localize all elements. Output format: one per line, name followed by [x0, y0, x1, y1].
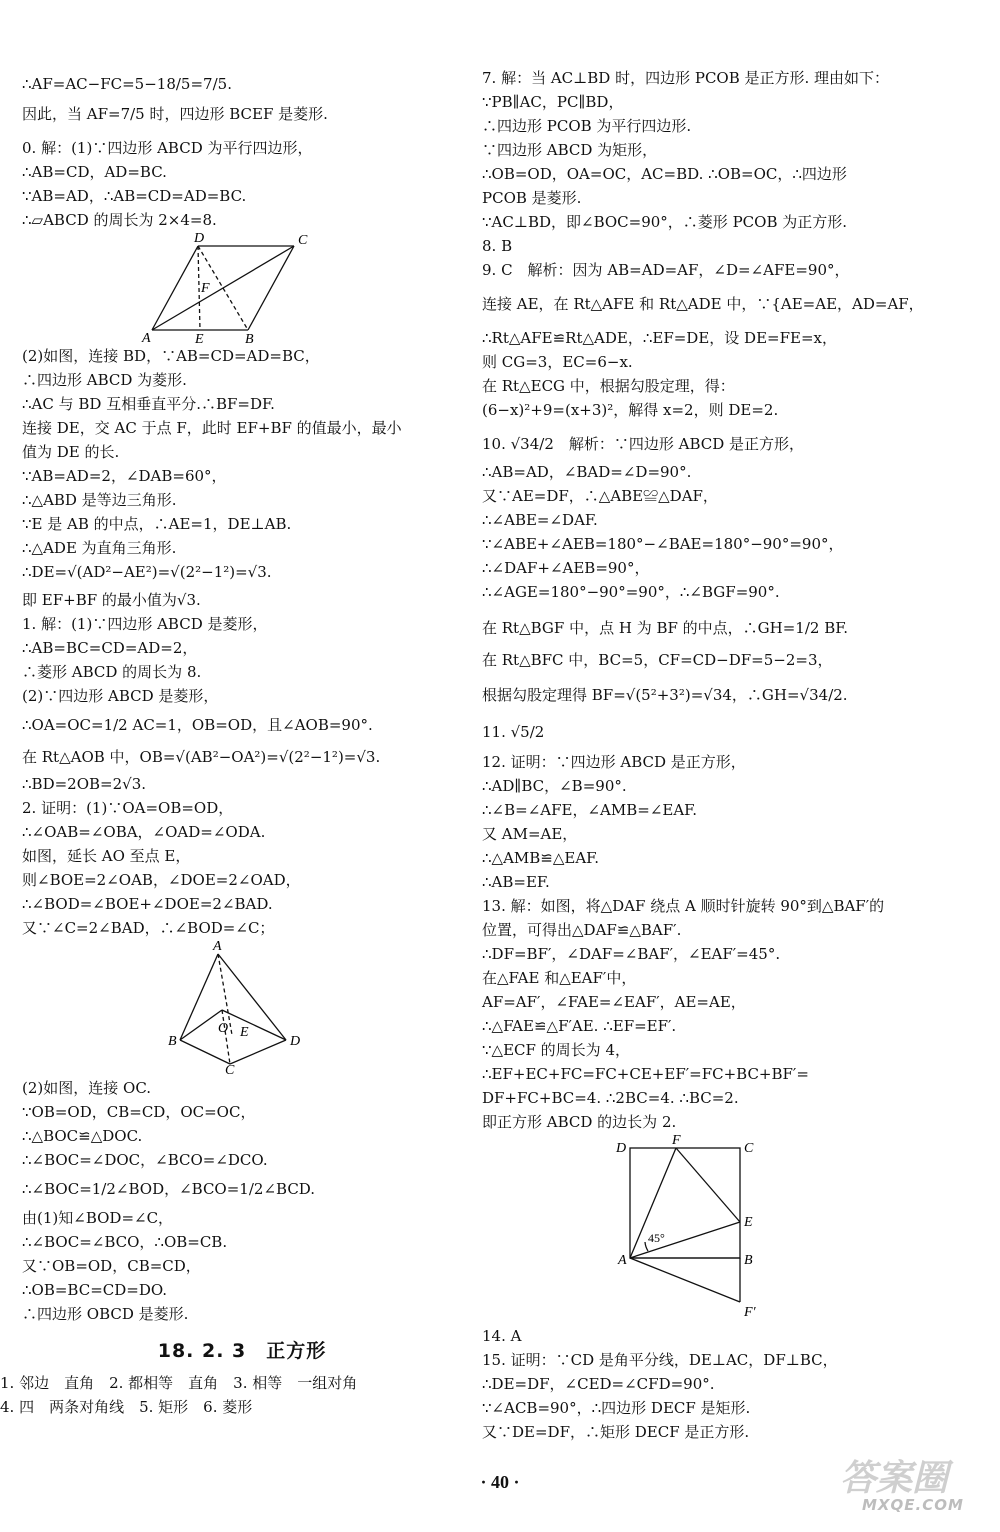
text-line: ∴EF+EC+FC=FC+CE+EF′=FC+BC+BF′=: [482, 1065, 809, 1083]
text-line: ∴四边形 PCOB 为平行四边形.: [482, 117, 692, 135]
fig3-label: F: [672, 1134, 681, 1148]
text-line: 在 Rt△ECG 中，根据勾股定理，得：: [482, 377, 735, 395]
fig2-label: C: [225, 1063, 235, 1076]
fig3-label: C: [744, 1141, 754, 1156]
text-line: 1. 解：(1)∵四边形 ABCD 是菱形，: [22, 615, 268, 633]
text-line: 12. 证明：∵四边形 ABCD 是正方形，: [482, 753, 746, 771]
text-line: ∴DE=√(AD²−AE²)=√(2²−1²)=√3.: [22, 563, 272, 581]
text-line: 14. A: [482, 1327, 522, 1345]
fig1-label: D: [194, 232, 205, 246]
fig1-label: F: [201, 281, 210, 296]
text-line: ∵△ECF 的周长为 4，: [482, 1041, 630, 1059]
text-line: ∵AB=AD，∴AB=CD=AD=BC.: [22, 187, 247, 205]
text-line: ∵AB=AD=2，∠DAB=60°，: [22, 467, 227, 485]
text-line: ∴∠BOC=∠DOC，∠BCO=∠DCO.: [22, 1151, 268, 1169]
text-line: ∴AC 与 BD 互相垂直平分.∴BF=DF.: [22, 395, 275, 413]
fig2-label: E: [240, 1025, 249, 1040]
text-line: ∴∠BOD=∠BOE+∠DOE=2∠BAD.: [22, 895, 273, 913]
text-line: ∴菱形 ABCD 的周长为 8.: [22, 663, 202, 681]
text-line: 即正方形 ABCD 的边长为 2.: [482, 1113, 677, 1131]
text-line: 位置，可得出△DAF≌△BAF′.: [482, 921, 682, 939]
text-line: ∴BD=2OB=2√3.: [22, 775, 147, 793]
text-line: ∴Rt△AFE≌Rt△ADE，∴EF=DE，设 DE=FE=x，: [482, 329, 837, 347]
text-line: 如图，延长 AO 至点 E，: [22, 847, 191, 865]
text-line: ∵AC⊥BD，即∠BOC=90°，∴菱形 PCOB 为正方形.: [482, 213, 848, 231]
text-line: 又∵DE=DF，∴矩形 DECF 是正方形.: [482, 1423, 750, 1441]
text-line: ∴∠ABE=∠DAF.: [482, 511, 598, 529]
fig2-label: D: [290, 1034, 301, 1049]
fig3-label: F′: [744, 1305, 756, 1320]
fig3-label: E: [744, 1215, 753, 1230]
fig1-label: B: [245, 332, 254, 344]
text-line: (2)∵四边形 ABCD 是菱形，: [22, 687, 219, 705]
text-line: 在 Rt△BFC 中，BC=5，CF=CD−DF=5−2=3，: [482, 651, 833, 669]
watermark-url: MXQE.COM: [862, 1496, 964, 1514]
text-line: 10. √34/2 解析：∵四边形 ABCD 是正方形，: [482, 435, 805, 453]
answer-line: 1. 邻边 直角 2. 都相等 直角 3. 相等 一组对角: [0, 1374, 358, 1392]
text-line: ∴AF=AC−FC=5−18/5=7/5.: [22, 75, 232, 93]
text-line: ∴AB=CD，AD=BC.: [22, 163, 167, 181]
text-line: 13. 解：如图，将△DAF 绕点 A 顺时针旋转 90°到△BAF′的: [482, 897, 885, 915]
page-number: · 40 ·: [480, 1472, 520, 1492]
text-line: 8. B: [482, 237, 513, 255]
answer-line: 4. 四 两条对角线 5. 矩形 6. 菱形: [0, 1398, 253, 1416]
text-line: 则 CG=3，EC=6−x.: [482, 353, 633, 371]
fig2-label: A: [213, 940, 222, 954]
text-line: 又∵∠C=2∠BAD，∴∠BOD=∠C；: [22, 919, 275, 937]
text-line: ∴△ABD 是等边三角形.: [22, 491, 177, 509]
text-line: ∴AD∥BC，∠B=90°.: [482, 777, 627, 795]
text-line: 9. C 解析：因为 AB=AD=AF，∠D=∠AFE=90°，: [482, 261, 850, 279]
text-line: ∵∠ABE+∠AEB=180°−∠BAE=180°−90°=90°，: [482, 535, 844, 553]
section-title: 18. 2. 3 正方形: [157, 1340, 327, 1362]
text-line: ∴△BOC≌△DOC.: [22, 1127, 143, 1145]
text-line: ∴DE=DF，∠CED=∠CFD=90°.: [482, 1375, 715, 1393]
text-line: 在 Rt△BGF 中，点 H 为 BF 的中点，∴GH=1/2 BF.: [482, 619, 849, 637]
text-line: ∴AB=AD，∠BAD=∠D=90°.: [482, 463, 692, 481]
text-line: 2. 证明：(1)∵OA=OB=OD，: [22, 799, 234, 817]
text-line: ∴▱ABCD 的周长为 2×4=8.: [22, 211, 217, 229]
figure-kite: [22, 940, 462, 1076]
text-line: ∴∠BOC=1/2∠BOD，∠BCO=1/2∠BCD.: [22, 1180, 316, 1198]
text-line: 连接 AE，在 Rt△AFE 和 Rt△ADE 中，∵{AE=AE，AD=AF，: [482, 295, 924, 313]
watermark-text: 答案圈: [840, 1458, 949, 1499]
fig1-label: E: [195, 332, 204, 344]
fig1-label: A: [142, 331, 151, 344]
text-line: 在 Rt△AOB 中，OB=√(AB²−OA²)=√(2²−1²)=√3.: [22, 748, 381, 766]
left-column: [0, 66, 462, 1419]
fig3-label: B: [744, 1253, 753, 1268]
fig3-label: A: [618, 1253, 627, 1268]
text-line: 则∠BOE=2∠OAB，∠DOE=2∠OAD，: [22, 871, 301, 889]
text-line: 值为 DE 的长.: [22, 443, 120, 461]
text-line: 7. 解：当 AC⊥BD 时，四边形 PCOB 是正方形. 理由如下：: [482, 69, 890, 87]
text-line: ∵四边形 ABCD 为矩形，: [482, 141, 658, 159]
fig3-label: D: [616, 1141, 627, 1156]
text-line: ∴四边形 ABCD 为菱形.: [22, 371, 187, 389]
text-line: ∴∠DAF+∠AEB=90°，: [482, 559, 650, 577]
text-line: ∴△ADE 为直角三角形.: [22, 539, 177, 557]
text-line: 在△FAE 和△EAF′中，: [482, 969, 637, 987]
text-line: ∵∠ACB=90°，∴四边形 DECF 是矩形.: [482, 1399, 751, 1417]
fig1-label: C: [298, 233, 308, 248]
right-column: [482, 66, 987, 1444]
text-line: 因此，当 AF=7/5 时，四边形 BCEF 是菱形.: [22, 105, 328, 123]
text-line: ∴△AMB≌△EAF.: [482, 849, 600, 867]
text-line: 0. 解：(1)∵四边形 ABCD 为平行四边形，: [22, 139, 313, 157]
text-line: ∴AB=BC=CD=AD=2，: [22, 639, 198, 657]
text-line: ∴OA=OC=1/2 AC=1，OB=OD，且∠AOB=90°.: [22, 716, 373, 734]
text-line: 连接 DE，交 AC 于点 F，此时 EF+BF 的值最小，最小: [22, 419, 402, 437]
text-line: ∴∠BOC=∠BCO，∴OB=CB.: [22, 1233, 228, 1251]
text-line: ∵OB=OD，CB=CD，OC=OC，: [22, 1103, 256, 1121]
text-line: ∴OB=BC=CD=DO.: [22, 1281, 168, 1299]
text-line: 又∵AE=DF，∴△ABE≌△DAF，: [482, 487, 718, 505]
fig3-label: 45°: [648, 1231, 665, 1245]
text-line: ∴△FAE≌△F′AE. ∴EF=EF′.: [482, 1017, 677, 1035]
text-line: DF+FC+BC=4. ∴2BC=4. ∴BC=2.: [482, 1089, 739, 1107]
text-line: (2)如图，连接 OC.: [22, 1079, 152, 1097]
text-line: ∴AB=EF.: [482, 873, 550, 891]
text-line: ∵PB∥AC，PC∥BD，: [482, 93, 624, 111]
text-line: ∴∠B=∠AFE，∠AMB=∠EAF.: [482, 801, 698, 819]
fig2-label: B: [168, 1034, 177, 1049]
watermark-logo: [836, 1454, 986, 1516]
text-line: ∴四边形 OBCD 是菱形.: [22, 1305, 189, 1323]
text-line: ∴OB=OD，OA=OC，AC=BD. ∴OB=OC，∴四边形: [482, 165, 847, 183]
text-line: 由(1)知∠BOD=∠C，: [22, 1209, 174, 1227]
text-line: 又∵OB=OD，CB=CD，: [22, 1257, 201, 1275]
text-line: (2)如图，连接 BD，∵AB=CD=AD=BC，: [22, 347, 320, 365]
text-line: 15. 证明：∵CD 是角平分线，DE⊥AC，DF⊥BC，: [482, 1351, 838, 1369]
figure-parallelogram: [22, 232, 462, 344]
text-line: 即 EF+BF 的最小值为√3.: [22, 591, 201, 609]
fig2-label: O: [218, 1021, 229, 1036]
text-line: PCOB 是菱形.: [482, 189, 582, 207]
text-line: ∴∠OAB=∠OBA，∠OAD=∠ODA.: [22, 823, 266, 841]
text-line: 11. √5/2: [482, 723, 545, 741]
text-line: (6−x)²+9=(x+3)²，解得 x=2，则 DE=2.: [482, 401, 779, 419]
text-line: ∵E 是 AB 的中点，∴AE=1，DE⊥AB.: [22, 515, 292, 533]
text-line: ∴DF=BF′，∠DAF=∠BAF′，∠EAF′=45°.: [482, 945, 781, 963]
text-line: AF=AF′，∠FAE=∠EAF′，AE=AE，: [482, 993, 746, 1011]
text-line: 根据勾股定理得 BF=√(5²+3²)=√34，∴GH=√34/2.: [482, 686, 848, 704]
figure-square: [482, 1134, 987, 1324]
text-line: 又 AM=AE，: [482, 825, 578, 843]
text-line: ∴∠AGE=180°−90°=90°，∴∠BGF=90°.: [482, 583, 780, 601]
